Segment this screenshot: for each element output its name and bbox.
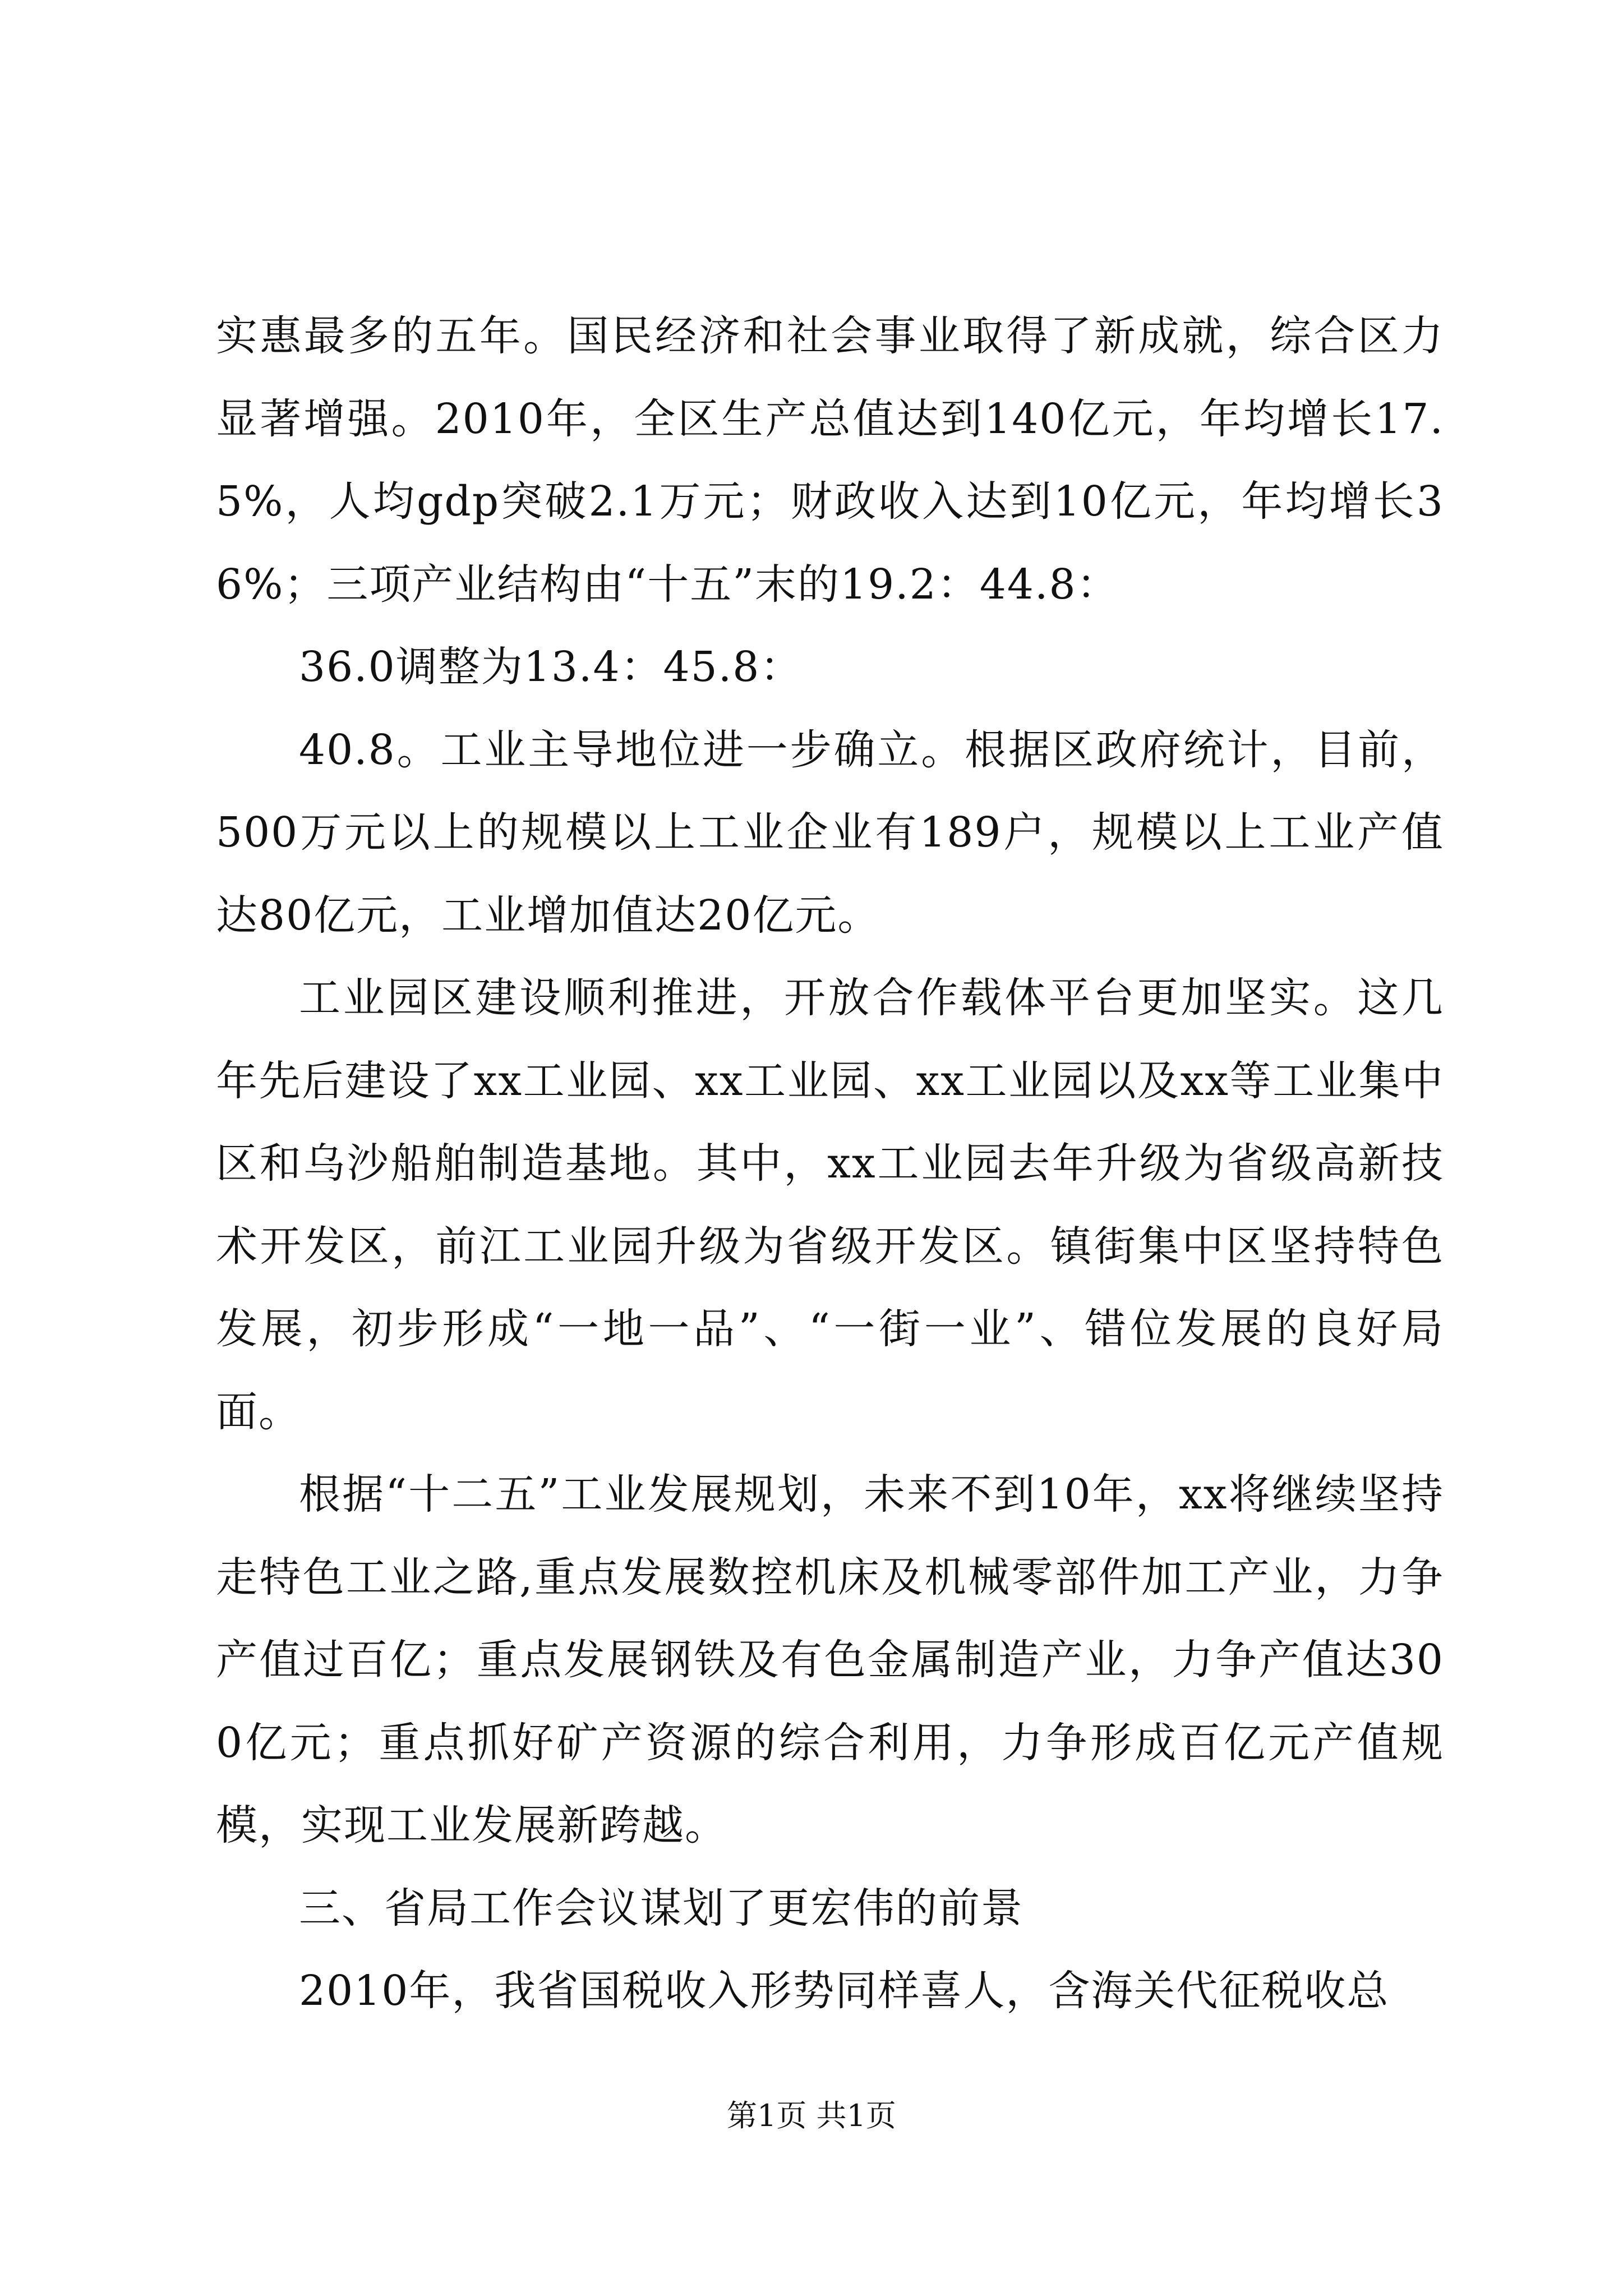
paragraph-7: 2010年，我省国税收入形势同样喜人，含海关代征税收总 (299, 1967, 1390, 2015)
paragraph-4: 工业园区建设顺利推进，开放合作载体平台更加坚实。这几年先后建设了xx工业园、xx工业园、xx工业园以及xx等工业集中区和乌沙船舶制造基地。其中，xx工业园去年升级为省级高新技术开发区，前江工业园升级为省级开发区。镇街集中区坚持特色发展，初步形成“一地一品”、“一街一业”、错位发展的良好局面。 (216, 974, 1444, 1436)
paragraph-1: 实惠最多的五年。国民经济和社会事业取得了新成就，综合区力显著增强。2010年，全区生产总值达到140亿元，年均增长17.5%，人均gdp突破2.1万元；财政收入达到10亿元，年均增长36%；三项产业结构由“十五”末的19.2：44.8： (216, 312, 1444, 609)
document-body (216, 295, 1444, 2033)
paragraph-3: 40.8。工业主导地位进一步确立。根据区政府统计，目前，500万元以上的规模以上工业企业有189户，规模以上工业产值达80亿元，工业增加值达20亿元。 (216, 725, 1444, 940)
paragraph-5: 根据“十二五”工业发展规划，未来不到10年，xx将继续坚持走特色工业之路,重点发展数控机床及机械零部件加工产业，力争产值过百亿；重点发展钢铁及有色金属制造产业，力争产值达300亿元；重点抓好矿产资源的综合利用，力争形成百亿元产值规模，实现工业发展新跨越。 (216, 1470, 1444, 1849)
section-heading: 三、省局工作会议谋划了更宏伟的前景 (299, 1884, 1023, 1932)
page-number-footer: 第1页 共1页 (727, 2098, 896, 2133)
paragraph-2: 36.0调整为13.4：45.8： (299, 643, 803, 691)
